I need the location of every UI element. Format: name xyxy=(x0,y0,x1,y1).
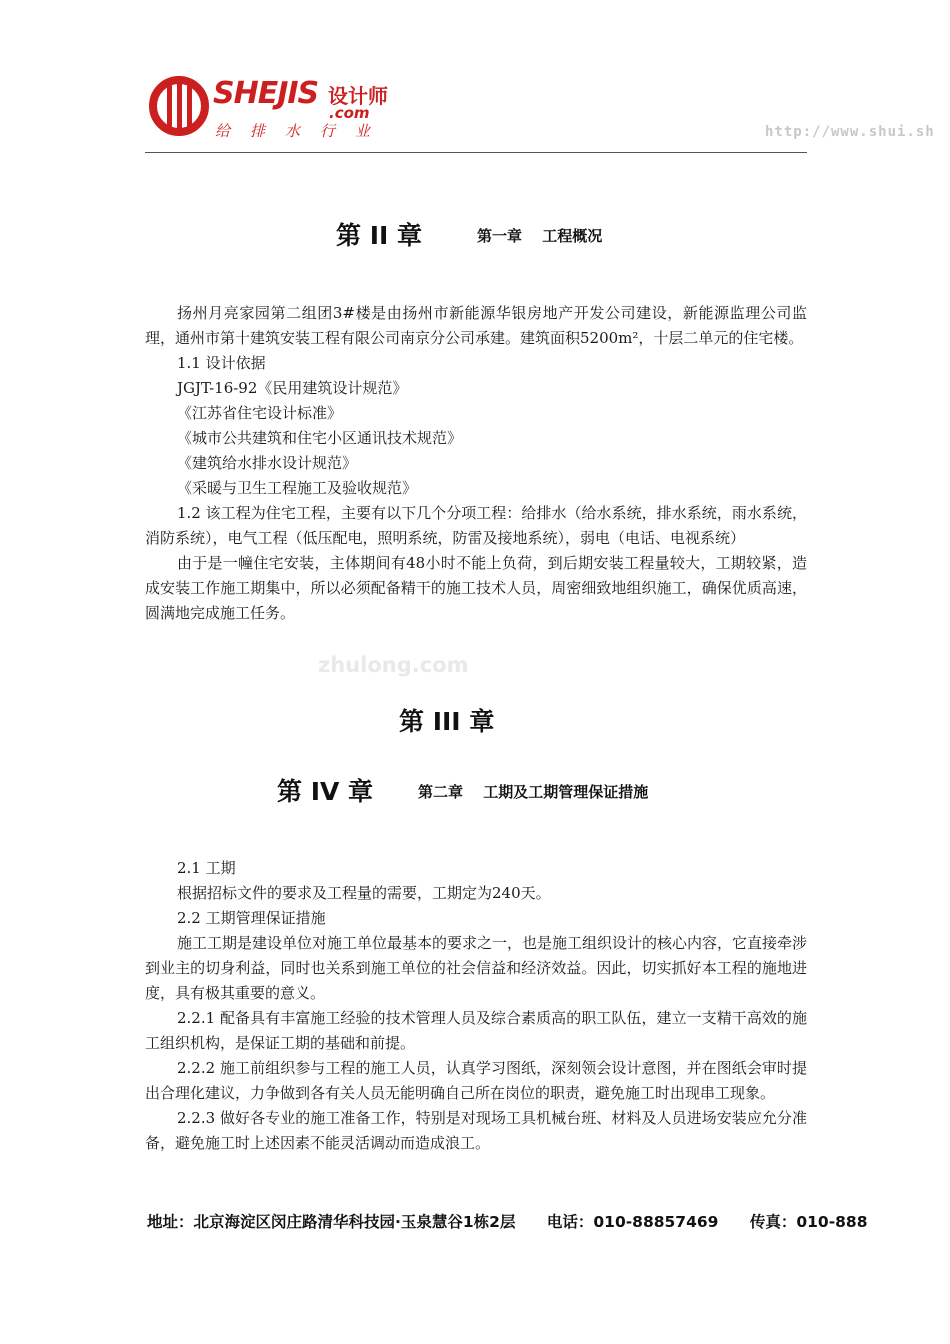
chapter-title: 第二章 工期及工期管理保证措施 xyxy=(418,783,649,801)
paragraph: 2.2.3 做好各专业的施工准备工作，特别是对现场工具机械台班、材料及人员进场安装应允分准备，避免施工时上述因素不能灵活调动而造成浪工。 xyxy=(145,1109,807,1152)
paragraph: 根据招标文件的要求及工程量的需要，工期定为240天。 xyxy=(177,884,551,902)
reference-item: 《城市公共建筑和住宅小区通讯技术规范》 xyxy=(177,429,463,447)
logo-domain: .com xyxy=(329,104,370,122)
section-1-body xyxy=(145,301,807,626)
subsection-heading: 2.2 工期管理保证措施 xyxy=(177,909,326,927)
paragraph: 扬州月亮家园第二组团3#楼是由扬州市新能源华银房地产开发公司建设，新能源监理公司监理，通州市第十建筑安装工程有限公司南京分公司承建。建筑面积5200m²，十层二单元的住宅楼。 xyxy=(145,304,807,347)
paragraph: 施工工期是建设单位对施工单位最基本的要求之一，也是施工组织设计的核心内容，它直接牵涉到业主的切身利益，同时也关系到施工单位的社会信益和经济效益。因此，切实抓好本工程的施地进度，具有极其重要的意义。 xyxy=(145,934,808,1002)
footer-fax: 传真：010-888 xyxy=(749,1213,868,1231)
site-url[interactable]: http://www.shui.sh xyxy=(765,124,935,140)
paragraph: 2.2.2 施工前组织参与工程的施工人员，认真学习图纸，深刻领会设计意图，并在图纸会审时提出合理化建议，力争做到各有关人员无能明确自己所在岗位的职责，避免施工时出现串工现象。 xyxy=(145,1059,807,1102)
section-2-body xyxy=(145,856,807,1156)
logo-wordmark: SHEJIS xyxy=(213,76,319,111)
footer-phone: 电话：010-88857469 xyxy=(546,1213,719,1231)
shejis-logo-icon xyxy=(149,72,213,136)
chapter-label: 第 IV 章 xyxy=(277,777,374,806)
reference-item: 《采暖与卫生工程施工及验收规范》 xyxy=(177,479,418,497)
header-divider xyxy=(145,152,807,153)
reference-item: 《江苏省住宅设计标准》 xyxy=(177,404,343,422)
page-footer xyxy=(147,1210,894,1232)
watermark: zhulong.com xyxy=(318,653,469,677)
logo-chinese: 设计师 xyxy=(328,84,388,108)
reference-item: 《建筑给水排水设计规范》 xyxy=(177,454,358,472)
paragraph: 2.2.1 配备具有丰富施工经验的技术管理人员及综合素质高的职工队伍，建立一支精干高效的施工组织机构，是保证工期的基础和前提。 xyxy=(145,1009,807,1052)
subsection-heading: 1.1 设计依据 xyxy=(177,354,266,372)
chapter-title: 第一章 工程概况 xyxy=(477,227,603,245)
reference-item: JGJT-16-92《民用建筑设计规范》 xyxy=(177,379,408,397)
footer-address: 地址：北京海淀区闵庄路清华科技园·玉泉慧谷1栋2层 xyxy=(147,1213,516,1231)
logo-subtitle: 给排水行业 xyxy=(215,122,391,140)
subsection-heading: 2.1 工期 xyxy=(177,859,236,877)
paragraph: 1.2 该工程为住宅工程，主要有以下几个分项工程：给排水（给水系统，排水系统，雨水系统，消防系统），电气工程（低压配电，照明系统，防雷及接地系统），弱电（电话、电视系统） xyxy=(145,504,807,547)
chapter-label: 第 III 章 xyxy=(399,707,495,736)
chapter-label: 第 II 章 xyxy=(336,221,423,250)
page-header xyxy=(145,62,950,154)
paragraph: 由于是一幢住宅安装，主体期间有48小时不能上负荷，到后期安装工程量较大，工期较紧，造成安装工作施工期集中，所以必须配备精干的施工技术人员，周密细致地组织施工，确保优质高速，圆满地完成施工任务。 xyxy=(145,554,807,622)
